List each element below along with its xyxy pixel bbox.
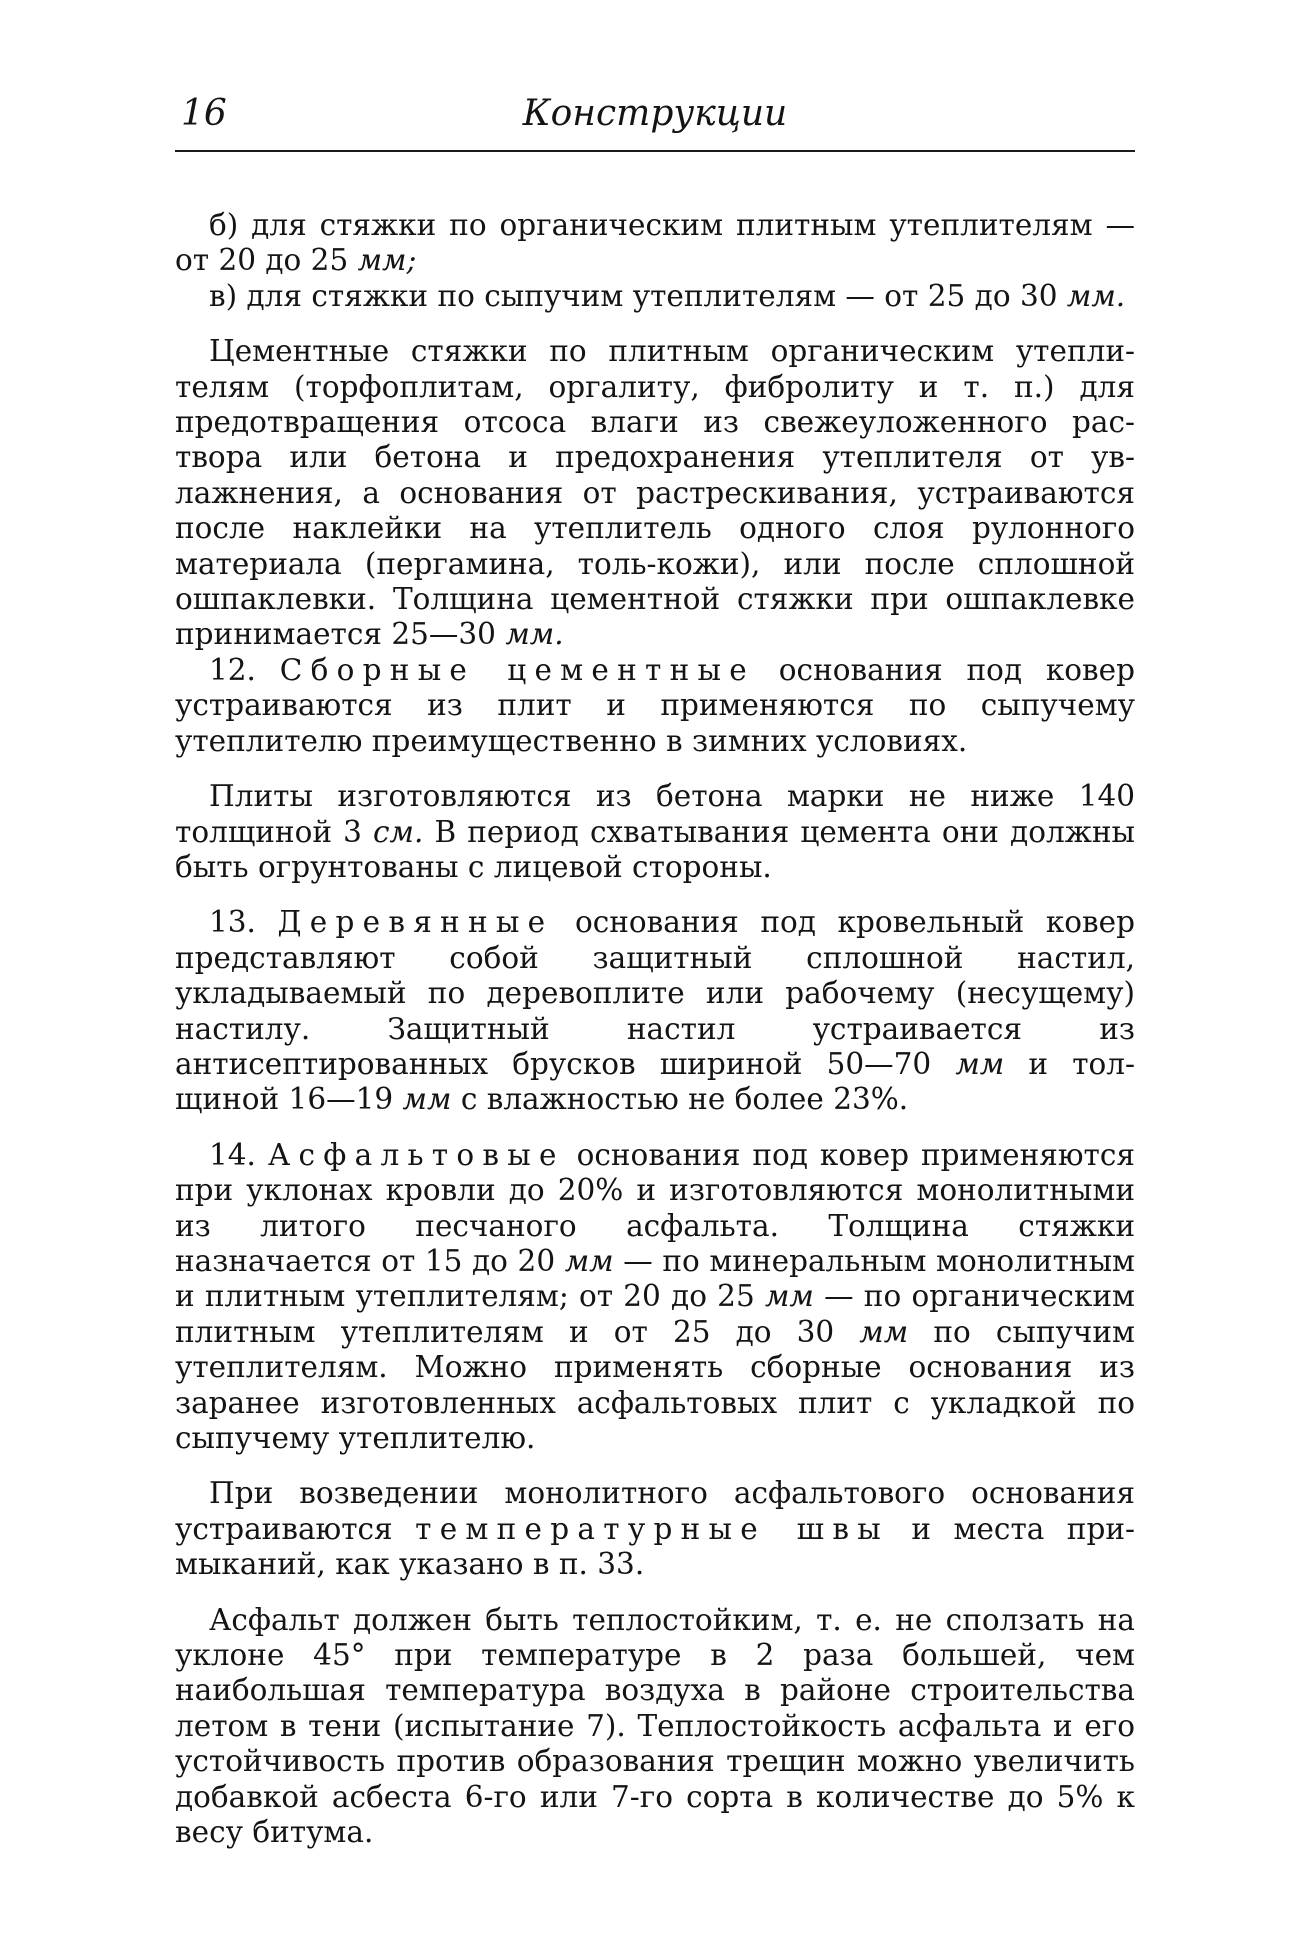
book-page (175, 92, 1135, 1850)
running-head (175, 92, 1135, 152)
paragraph-13: 13. Деревянные основания под кровельный ковер представляют собой защитный сплошной настил, укладываемый по деревоплите или рабочему (несущему) настилу. Защитный настил устраивается из антисептированных брусков шириной 50—70 мм и толщиной 16—19 мм с влажностью не более 23%. (175, 905, 1135, 1117)
list-item-v: в) для стяжки по сыпучим утеплителям — от 25 до 30 мм. (209, 278, 1126, 313)
term-temperature-joints: температурные швы (415, 1511, 889, 1546)
paragraph-14: 14. Асфальтовые основания под ковер применяются при уклонах кровли до 20% и изготовляются монолитными из литого песчаного асфальта. Толщина стяжки назначается от 15 до 20 мм — по минеральным монолитным и плитным утеплителям; от 20 до 25 мм — по органическим плитным утеплителям и от 25 до 30 мм по сыпучим утеплителям. Можно применять сборные основания из заранее изготовленных асфальтовых плит с укладкой по сыпучему утеплителю. (175, 1137, 1135, 1455)
term-asphalt: Асфальтовые (267, 1137, 565, 1172)
page-number: 16 (181, 93, 227, 134)
paragraph-slabs: Плиты изготовляются из бетона марки не ниже 140 толщиной 3 см. В период схватывания цемента они должны быть огрунтованы с лицевой стороны. (175, 779, 1135, 884)
paragraph-12: 12. Сборные цементные основания под ковер устраиваются из плит и применяются по сыпучему утеплителю преимущественно в зимних условиях. (175, 652, 1135, 758)
term-prefab-cement: Сборные цементные (279, 652, 755, 687)
section-title: Конструкции (522, 93, 788, 134)
paragraph-monolithic: При возведении монолитного асфальтового основания устраиваются температурные швы и места примыканий, как указано в п. 33. (175, 1476, 1135, 1582)
body-text (175, 208, 1135, 1850)
list-item-b: б) для стяжки по органическим плитным утеплителям — от 20 до 25 мм; (175, 208, 1135, 278)
term-wooden: Деревянные (277, 905, 554, 940)
paragraph-heat-resistance: Асфальт должен быть теплостойким, т. е. не сползать на уклоне 45° при температуре в 2 раза большей, чем наибольшая температура воздуха в районе строительства летом в тени (испытание 7). Теплостойкость асфальта и его устойчивость против образования трещин можно увеличить добавкой асбеста 6-го или 7-го сорта в количестве до 5% к весу битума. (175, 1602, 1135, 1850)
paragraph-cement-screed: Цементные стяжки по плитным органическим утеплителям (торфоплитам, оргалиту, фибролиту и т. п.) для предотвращения отсоса влаги из свежеуложенного раствора или бетона и предохранения утеплителя от увлажнения, а основания от растрескивания, устраиваются после наклейки на утеплитель одного слоя рулонного материала (пергамина, толь-кожи), или после сплошной ошпаклевки. Толщина цементной стяжки при ошпаклевке принимается 25—30 мм. (175, 334, 1135, 652)
